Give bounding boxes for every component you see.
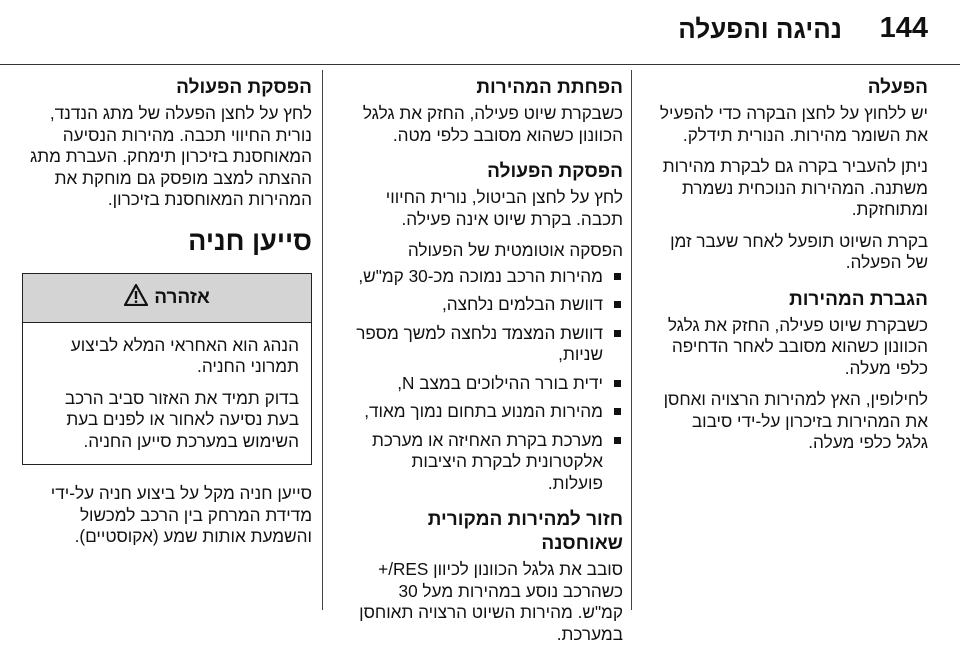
list-item: מהירות הרכב נמוכה מכ-30 קמ"ש,	[353, 266, 623, 288]
paragraph: בדוק תמיד את האזור סביב הרכב בעת נסיעה לאחור או לפנים בעת השימוש במערכת סייען החניה.	[64, 387, 299, 451]
warning-triangle-icon	[124, 284, 148, 312]
section-resume-speed	[353, 508, 623, 645]
auto-deactivation-list	[353, 266, 623, 495]
list-item: מערכת בקרת האחיזה או מערכת אלקטרונית לבקרת היציבות פועלות.	[353, 430, 623, 495]
section-heading: הפסקת הפעולה	[487, 161, 623, 182]
paragraph: לחץ על לחצן הביטול, נורית החיווי תכבה. בקרת שיוט אינה פעילה.	[385, 187, 623, 229]
column-middle	[353, 76, 623, 659]
warning-box	[22, 273, 312, 466]
paragraph: לחץ על לחצן הפעלה של מתג הנדנד, נורית החיווי תכבה. מהירות הנסיעה המאוחסנת בזיכרון תימחק. העברת מתג ההצתה למצב מופסק גם מוחקת את המהירות המאוחסנת בזיכרון.	[30, 103, 312, 209]
section-increase-speed	[658, 288, 928, 454]
paragraph: סובב את גלגל הכוונון לכיוון RES/+ כשהרכב נוסע במהירות מעל 30 קמ"ש. מהירות השיוט הרצויה תאוחסן במערכת.	[359, 559, 623, 644]
column-right	[658, 76, 928, 468]
column-divider	[322, 70, 323, 610]
section-decrease-speed	[353, 76, 623, 146]
column-left	[24, 76, 312, 558]
paragraph: ניתן להעביר בקרה גם לבקרת מהירות משתנה. המהירות הנוכחית נשמרת ומתוחזקת.	[662, 156, 928, 219]
paragraph: כשבקרת שיוט פעילה, החזק את גלגל הכוונון כשהוא מסובב לאחר הדחיפה כלפי מעלה.	[667, 314, 928, 378]
section-heading: חזור למהירות המקורית שאוחסנה	[427, 509, 623, 554]
section-heading: הפחתת המהירות	[476, 77, 623, 98]
list-item: דוושת המצמד נלחצה למשך מספר שניות,	[353, 323, 623, 366]
list-item: דוושת הבלמים נלחצה,	[353, 294, 623, 316]
list-item: ידית בורר ההילוכים במצב N,	[353, 373, 623, 395]
paragraph: סייען חניה מקל על ביצוע חניה על-ידי מדידת המרחק בין הרכב למכשול והשמעת אותות שמע (אקוסטיים).	[50, 483, 312, 546]
list-item: מהירות המנוע בתחום נמוך מאוד,	[353, 401, 623, 423]
warning-body	[23, 323, 311, 465]
page-header	[0, 0, 960, 65]
section-heading: הפסקת הפעולה	[176, 77, 312, 98]
paragraph: לחילופין, האץ למהירות הרצויה ואחסן את המהירות בזיכרון על-ידי סיבוב גלגל כלפי מעלה.	[663, 389, 928, 452]
chapter-title: סייען חניה	[188, 225, 312, 256]
paragraph: הנהג הוא האחראי המלא לביצוע תמרוני החניה.	[70, 334, 299, 376]
warning-header	[23, 274, 311, 323]
section-switch-off	[24, 76, 312, 211]
page-title: נהיגה והפעלה	[678, 14, 842, 44]
paragraph: כשבקרת שיוט פעילה, החזק את גלגל הכוונון כשהוא מסובב כלפי מטה.	[362, 103, 623, 145]
warning-title: אזהרה	[154, 286, 210, 308]
column-divider	[631, 70, 632, 610]
paragraph: הפסקה אוטומטית של הפעולה	[407, 240, 623, 260]
paragraph: בקרת השיוט תופעל לאחר שעבר זמן של הפעלה.	[670, 230, 928, 272]
page-number: 144	[879, 12, 928, 44]
section-deactivation	[353, 160, 623, 494]
section-activation	[658, 76, 928, 274]
paragraph: יש ללחוץ על לחצן הבקרה כדי להפעיל את השומר מהירות. הנורית תידלק.	[659, 103, 928, 145]
section-heading: הגברת המהירות	[789, 288, 928, 310]
section-heading: הפעלה	[867, 77, 928, 98]
